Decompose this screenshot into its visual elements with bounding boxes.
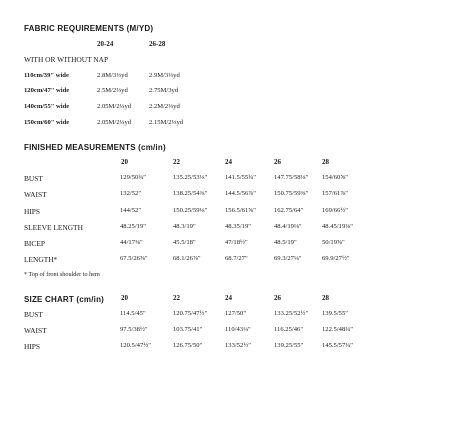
size-cell: 139.25/55" — [274, 342, 304, 349]
size-row-label: HIPS — [24, 342, 41, 351]
finished-cell: 156.5/61⅝" — [225, 207, 256, 214]
finished-col-24: 24 — [225, 158, 232, 166]
finished-cell: 68.7/27" — [225, 255, 248, 262]
finished-cell: 44/17⅜" — [120, 239, 143, 246]
fabric-cell: 2.9M/3⅓yd — [149, 72, 180, 79]
size-col-22: 22 — [173, 294, 180, 302]
finished-footnote: * Top of front shoulder to hem — [24, 271, 100, 278]
size-cell: 103.75/41" — [173, 326, 203, 333]
fabric-row-label: 140cm/55" wide — [24, 103, 70, 110]
fabric-col-20-24: 20-24 — [97, 40, 114, 48]
fabric-row-label: 110cm/39" wide — [24, 72, 69, 79]
fabric-title: FABRIC REQUIREMENTS (M/YD) — [24, 24, 154, 33]
finished-cell: 47/18½" — [225, 239, 248, 246]
finished-row-label: BUST — [24, 174, 43, 183]
size-cell: 114.5/45" — [120, 310, 146, 317]
fabric-nap-label: WITH OR WITHOUT NAP — [24, 55, 109, 64]
finished-cell: 48.4/19⅛" — [274, 223, 302, 230]
fabric-cell: 2.5M/2⅔yd — [97, 87, 128, 94]
size-cell: 139.5/55" — [322, 310, 348, 317]
size-cell: 127/50" — [225, 310, 247, 317]
finished-cell: 48.25/19" — [120, 223, 146, 230]
finished-cell: 69.3/27¼" — [274, 255, 302, 262]
finished-cell: 144.5/56⅞" — [225, 190, 256, 197]
size-cell: 116.25/46" — [274, 326, 304, 333]
size-row-label: WAIST — [24, 326, 47, 335]
fabric-row-label: 120cm/47" wide — [24, 87, 70, 94]
fabric-cell: 2.05M/2¼yd — [97, 103, 132, 110]
finished-col-20: 20 — [121, 158, 128, 166]
size-cell: 110/43¼" — [225, 326, 251, 333]
size-cell: 97.5/38½" — [120, 326, 148, 333]
finished-cell: 50/19⅝" — [322, 239, 345, 246]
size-cell: 120.75/47½" — [173, 310, 208, 317]
fabric-row-label: 150cm/60" wide — [24, 119, 70, 126]
fabric-col-26-28: 26-28 — [149, 40, 166, 48]
size-col-24: 24 — [225, 294, 232, 302]
finished-cell: 48.3/19" — [173, 223, 196, 230]
finished-cell: 138.25/54⅜" — [173, 190, 208, 197]
size-chart-title: SIZE CHART (cm/in) — [24, 295, 105, 304]
finished-cell: 141.5/55¾" — [225, 174, 256, 181]
finished-cell: 144/52" — [120, 207, 142, 214]
finished-cell: 147.75/58⅛" — [274, 174, 309, 181]
finished-cell: 154/60⅝" — [322, 174, 348, 181]
finished-row-label: HIPS — [24, 207, 41, 216]
finished-cell: 69.9/27½" — [322, 255, 350, 262]
fabric-cell: 2.05M/2¼yd — [97, 119, 132, 126]
finished-cell: 150.75/59⅜" — [274, 190, 309, 197]
size-cell: 133.25/52½" — [274, 310, 309, 317]
fabric-cell: 2.2M/2⅓yd — [149, 103, 180, 110]
size-col-28: 28 — [322, 294, 329, 302]
fabric-cell: 2.15M/2⅓yd — [149, 119, 184, 126]
finished-col-22: 22 — [173, 158, 180, 166]
finished-row-label: BICEP — [24, 239, 45, 248]
size-cell: 145.5/57¼" — [322, 342, 353, 349]
size-col-26: 26 — [274, 294, 281, 302]
finished-cell: 48.45/19⅛" — [322, 223, 353, 230]
finished-cell: 162.75/64" — [274, 207, 304, 214]
finished-cell: 68.1/26⅞" — [173, 255, 201, 262]
size-cell: 122.5/48¼" — [322, 326, 353, 333]
finished-cell: 45.5/18" — [173, 239, 196, 246]
finished-cell: 169/66½" — [322, 207, 348, 214]
finished-col-26: 26 — [274, 158, 281, 166]
finished-row-label: LENGTH* — [24, 255, 58, 264]
size-row-label: BUST — [24, 310, 43, 319]
finished-row-label: WAIST — [24, 190, 47, 199]
finished-col-28: 28 — [322, 158, 329, 166]
finished-cell: 150.25/59⅛" — [173, 207, 208, 214]
size-cell: 126.75/50" — [173, 342, 203, 349]
finished-cell: 135.25/53⅛" — [173, 174, 208, 181]
finished-cell: 48.35/19" — [225, 223, 251, 230]
finished-cell: 129/50¾" — [120, 174, 146, 181]
finished-cell: 132/52" — [120, 190, 142, 197]
size-cell: 133/52½" — [225, 342, 251, 349]
fabric-cell: 2.8M/3⅓yd — [97, 72, 128, 79]
finished-cell: 157/61⅞" — [322, 190, 348, 197]
finished-title: FINISHED MEASUREMENTS (cm/in) — [24, 143, 166, 152]
finished-cell: 67.5/26⅝" — [120, 255, 148, 262]
fabric-cell: 2.75M/3yd — [149, 87, 179, 94]
finished-row-label: SLEEVE LENGTH — [24, 223, 83, 232]
size-col-20: 20 — [121, 294, 128, 302]
size-cell: 120.5/47½" — [120, 342, 151, 349]
finished-cell: 48.5/19" — [274, 239, 297, 246]
